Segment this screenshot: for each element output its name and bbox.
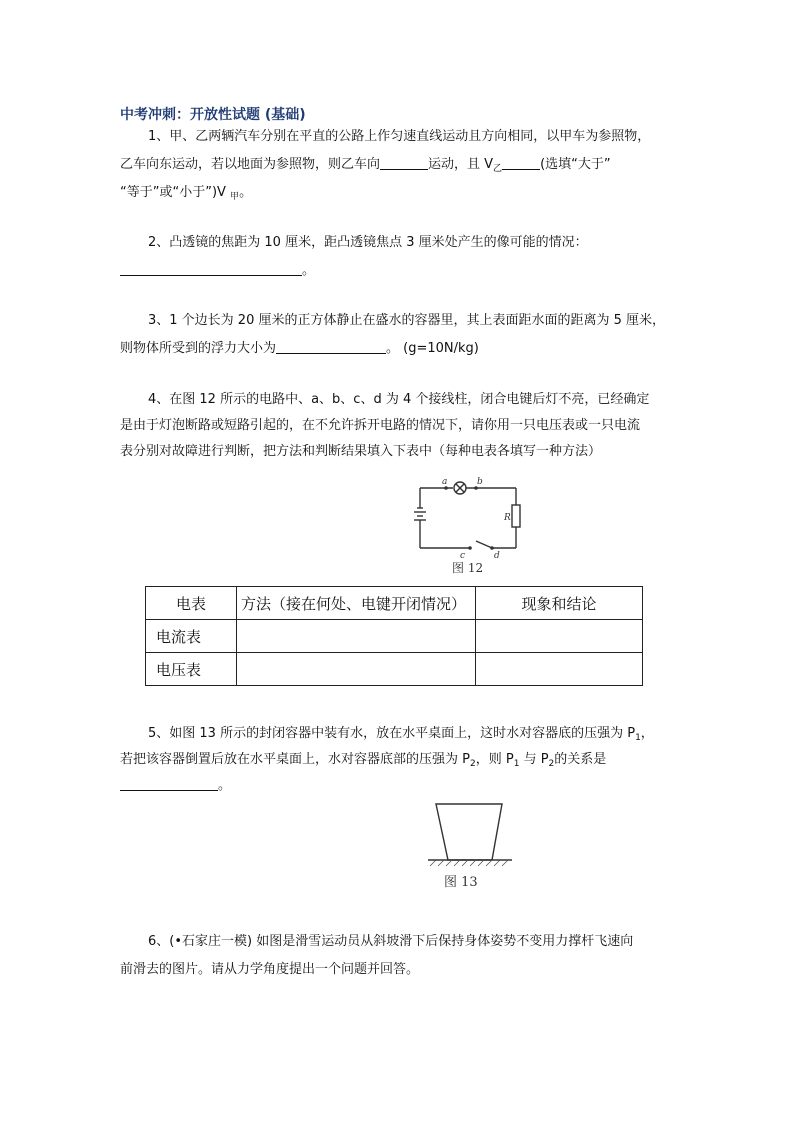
- q2-line-1: 2、凸透镜的焦距为 10 厘米，距凸透镜焦点 3 厘米处产生的像可能的情况：: [148, 235, 588, 250]
- table-cell-method[interactable]: [237, 620, 476, 653]
- q3-line-2: [120, 339, 479, 359]
- q3-line-1: 3、1 个边长为 20 厘米的正方体静止在盛水的容器里，其上表面距水面的距离为 5 厘米，: [148, 313, 666, 328]
- q4-line-1: 4、在图 12 所示的电路中、a、b、c、d 为 4 个接线柱，闭合电键后灯不亮，已经确定: [148, 392, 650, 407]
- q5-line-1: [148, 724, 654, 748]
- terminal-d-label: d: [494, 551, 500, 561]
- q5-text-d: ，则 P: [475, 752, 514, 767]
- table-cell-method[interactable]: [237, 653, 476, 686]
- q1-sub-jia: 甲: [230, 192, 240, 202]
- q5-text-c: 若把该容器倒置后放在水平桌面上，水对容器底部的压强为 P: [120, 752, 470, 767]
- q1-blank-direction[interactable]: [380, 155, 428, 170]
- resistor-label: R: [504, 513, 511, 523]
- q4-line-3: 表分别对故障进行判断，把方法和判断结果填入下表中（每种电表各填写一种方法）: [120, 444, 602, 459]
- q5-blank-relation[interactable]: [120, 776, 218, 791]
- terminal-c-label: c: [460, 551, 466, 561]
- page-title: 中考冲刺：开放性试题 (基础): [120, 107, 306, 123]
- q1-line-2: [120, 155, 611, 179]
- q6-line-2: 前滑去的图片。请从力学角度提出一个问题并回答。: [120, 962, 420, 977]
- table-header: 方法（接在何处、电键开闭情况）: [237, 587, 476, 620]
- table-cell-result[interactable]: [476, 653, 643, 686]
- q5-line-3: [120, 776, 231, 796]
- container-shape: [436, 804, 502, 860]
- q5-text-f: 的关系是: [554, 752, 607, 767]
- q5-line-2: [120, 750, 606, 774]
- table-row-label: 电流表: [146, 620, 237, 653]
- q1-text-d: “等于”或“小于”)V: [120, 185, 231, 200]
- q3-blank-buoyancy[interactable]: [276, 339, 386, 354]
- q5-period: 。: [218, 778, 232, 793]
- fault-table: [145, 586, 643, 686]
- table-header: 现象和结论: [476, 587, 643, 620]
- q6-line-1: 6、(•石家庄一模) 如图是滑雪运动员从斜坡滑下后保持身体姿势不变用力撑杆飞速向: [148, 934, 634, 949]
- terminal-b-label: b: [477, 477, 483, 487]
- table-header: 电表: [146, 587, 237, 620]
- q1-line-3: [120, 183, 252, 207]
- table-row-label: 电压表: [146, 653, 237, 686]
- q2-blank-answer[interactable]: [120, 261, 302, 276]
- terminal-a-label: a: [442, 477, 448, 487]
- q5-sub-1: 1: [635, 733, 641, 743]
- table-header-row: [146, 587, 643, 620]
- q1-sub-yi: 乙: [493, 164, 503, 174]
- resistor-symbol: [512, 505, 520, 527]
- figure-12-caption: 图 12: [452, 561, 484, 575]
- q3-text-a: 则物体所受到的浮力大小为: [120, 341, 277, 356]
- q2-line-2: [120, 261, 315, 281]
- q5-text-e: 与 P: [519, 752, 549, 767]
- figure-13-caption: 图 13: [444, 875, 478, 890]
- q5-text-a: 5、如图 13 所示的封闭容器中装有水，放在水平桌面上，这时水对容器底的压强为 P: [148, 726, 636, 741]
- q1-blank-compare[interactable]: [502, 155, 540, 170]
- q1-text-e: 。: [239, 185, 253, 200]
- q2-period: 。: [302, 263, 316, 278]
- q5-text-b: ，: [640, 726, 654, 741]
- q1-text-b: 运动，且 V: [428, 157, 494, 172]
- table-cell-result[interactable]: [476, 620, 643, 653]
- q5-sub-4: 2: [548, 759, 555, 769]
- q5-sub-3: 1: [513, 759, 520, 769]
- figure-13-container: [426, 802, 516, 890]
- q1-text-a: 乙车向东运动，若以地面为参照物，则乙车向: [120, 157, 381, 172]
- table-row: [146, 620, 643, 653]
- q4-line-2: 是由于灯泡断路或短路引起的，在不允许拆开电路的情况下，请你用一只电压表或一只电流: [120, 418, 641, 433]
- switch-symbol: [476, 541, 492, 548]
- table-row: [146, 653, 643, 686]
- q1-text-c: (选填“大于”: [540, 157, 611, 172]
- q5-sub-2: 2: [469, 759, 476, 769]
- q1-line-1: 1、甲、乙两辆汽车分别在平直的公路上作匀速直线运动且方向相同，以甲车为参照物，: [148, 129, 651, 144]
- q3-text-b: 。 (g=10N/kg): [386, 341, 479, 356]
- figure-12-circuit: [408, 474, 532, 576]
